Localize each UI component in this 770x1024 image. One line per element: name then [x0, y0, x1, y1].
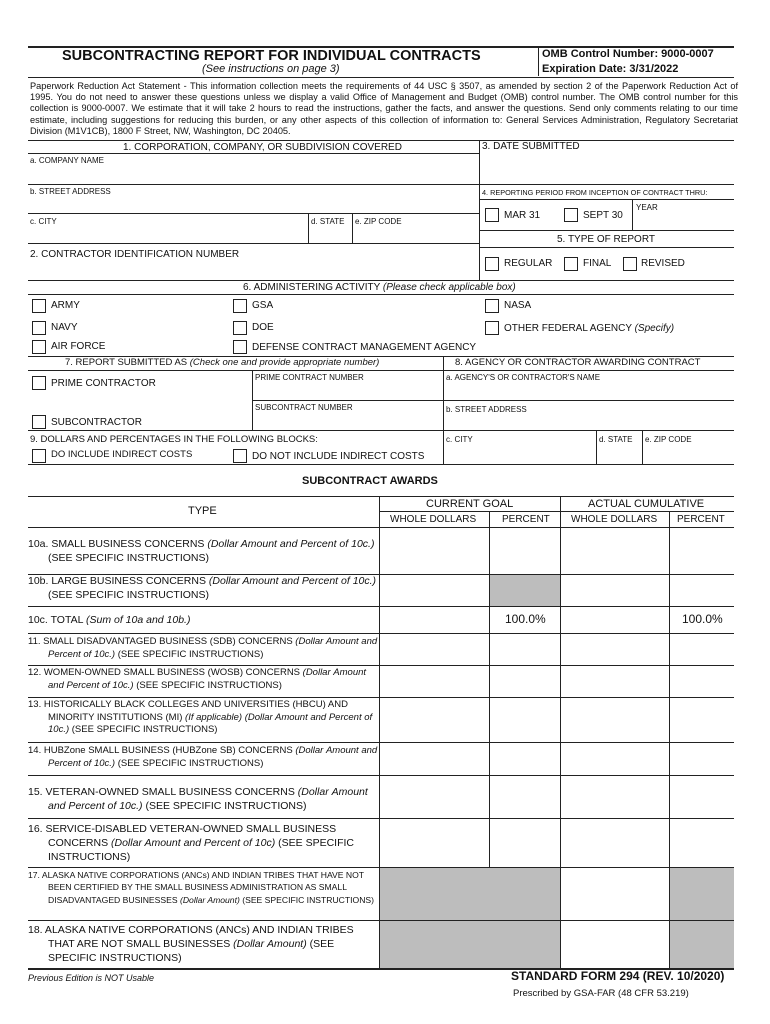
- prescribed-by: Prescribed by GSA-FAR (48 CFR 53.219): [513, 988, 689, 999]
- section8-heading: 8. AGENCY OR CONTRACTOR AWARDING CONTRACT: [455, 357, 701, 368]
- rule: [28, 294, 734, 295]
- section1-heading: 1. CORPORATION, COMPANY, OR SUBDIVISION COVERED: [123, 142, 402, 153]
- navy-checkbox[interactable]: [32, 321, 46, 335]
- prime-contract-number-field[interactable]: [255, 384, 439, 398]
- row-10a-label: 10a. SMALL BUSINESS CONCERNS (Dollar Amount and Percent of 10c.) (SEE SPECIFIC INSTRUCTIONS): [28, 538, 375, 564]
- street-address-label: b. STREET ADDRESS: [30, 187, 111, 196]
- agency-street-field[interactable]: [446, 415, 730, 429]
- agency-name-label: a. AGENCY'S OR CONTRACTOR'S NAME: [446, 373, 601, 382]
- airforce-checkbox[interactable]: [32, 340, 46, 354]
- agency-zip-label: e. ZIP CODE: [645, 435, 692, 444]
- rule: [479, 230, 734, 231]
- rule: [28, 280, 734, 281]
- rule: [28, 243, 479, 244]
- shaded-cell: [670, 921, 734, 968]
- row-15-label: 15. VETERAN-OWNED SMALL BUSINESS CONCERNS (Dollar Amount and Percent of 10c.) (SEE SPECIFIC INSTRUCTIONS): [28, 786, 368, 812]
- include-indirect-checkbox[interactable]: [32, 449, 46, 463]
- prime-contractor-label: PRIME CONTRACTOR: [51, 378, 156, 389]
- rule: [28, 153, 479, 154]
- navy-label: NAVY: [51, 322, 78, 333]
- rule: [28, 184, 734, 185]
- current-goal-header: CURRENT GOAL: [426, 498, 514, 510]
- row-10b-label: 10b. LARGE BUSINESS CONCERNS (Dollar Amount and Percent of 10c.) (SEE SPECIFIC INSTRUCTIONS): [28, 575, 377, 601]
- section2-label: 2. CONTRACTOR IDENTIFICATION NUMBER: [30, 249, 240, 260]
- mar31-label: MAR 31: [504, 210, 541, 221]
- form-title: SUBCONTRACTING REPORT FOR INDIVIDUAL CONTRACTS: [62, 48, 481, 64]
- shaded-cell: [380, 921, 560, 968]
- shaded-cell: [490, 575, 560, 606]
- type-header: TYPE: [188, 505, 217, 517]
- rule: [479, 199, 734, 200]
- omb-control-number: OMB Control Number: 9000-0007: [542, 48, 714, 60]
- regular-checkbox[interactable]: [485, 257, 499, 271]
- total-goal-percent: 100.0%: [505, 612, 546, 626]
- gsa-checkbox[interactable]: [233, 299, 247, 313]
- col-divider: [479, 140, 480, 280]
- dcma-label: DEFENSE CONTRACT MANAGEMENT AGENCY: [252, 342, 477, 353]
- row-17-label: 17. ALASKA NATIVE CORPORATIONS (ANCs) AND INDIAN TRIBES THAT HAVE NOT BEEN CERTIFIED BY THE SMALL BUSINESS ADMINISTRATION AS SMALL DISADVANTAGED BUSINESSES (Dollar Amount) (SEE SPECIFIC INSTRUCTIONS): [28, 870, 374, 905]
- rule: [28, 775, 734, 776]
- rule: [28, 633, 734, 634]
- rule: [28, 867, 734, 868]
- rule: [28, 496, 734, 497]
- subcontract-number-field[interactable]: [255, 414, 439, 428]
- final-checkbox[interactable]: [564, 257, 578, 271]
- contractor-id-field[interactable]: [30, 262, 475, 278]
- rule: [479, 247, 734, 248]
- agency-zip-field[interactable]: [645, 446, 731, 460]
- state-field[interactable]: [311, 227, 349, 241]
- rule: [28, 665, 734, 666]
- gsa-label: GSA: [252, 300, 274, 311]
- total-actual-percent: 100.0%: [682, 612, 723, 626]
- year-label: YEAR: [636, 203, 658, 212]
- rule: [28, 742, 734, 743]
- form-subtitle: (See instructions on page 3): [202, 63, 340, 75]
- zip-label: e. ZIP CODE: [355, 217, 402, 226]
- awards-title: SUBCONTRACT AWARDS: [302, 475, 438, 487]
- doe-checkbox[interactable]: [233, 321, 247, 335]
- other-agency-label: OTHER FEDERAL AGENCY (Specify): [504, 323, 675, 334]
- rule: [28, 140, 734, 141]
- section3-label: 3. DATE SUBMITTED: [482, 141, 580, 152]
- col-divider: [560, 496, 561, 968]
- prime-contract-number-label: PRIME CONTRACT NUMBER: [255, 373, 364, 382]
- dcma-checkbox[interactable]: [233, 340, 247, 354]
- goal-percent-header: PERCENT: [502, 514, 550, 525]
- revised-checkbox[interactable]: [623, 257, 637, 271]
- rule: [379, 511, 734, 512]
- street-address-field[interactable]: [30, 197, 475, 211]
- rule: [28, 606, 734, 607]
- exclude-indirect-checkbox[interactable]: [233, 449, 247, 463]
- expiration-date: Expiration Date: 3/31/2022: [542, 63, 679, 75]
- col-divider: [443, 356, 444, 464]
- other-agency-checkbox[interactable]: [485, 321, 499, 335]
- row-14-label: 14. HUBZone SMALL BUSINESS (HUBZone SB) CONCERNS (Dollar Amount and Percent of 10c.) (SEE SPECIFIC INSTRUCTIONS): [28, 745, 378, 769]
- actual-percent-10a[interactable]: [671, 529, 733, 572]
- row-16-label: 16. SERVICE-DISABLED VETERAN-OWNED SMALL BUSINESS CONCERNS (Dollar Amount and Percent of 10c) (SEE SPECIFIC INSTRUCTIONS): [28, 823, 355, 863]
- col-divider: [308, 213, 309, 243]
- agency-street-label: b. STREET ADDRESS: [446, 405, 527, 414]
- section4-label: 4. REPORTING PERIOD FROM INCEPTION OF CONTRACT THRU:: [482, 188, 708, 197]
- actual-cumulative-header: ACTUAL CUMULATIVE: [588, 498, 705, 510]
- sept30-checkbox[interactable]: [564, 208, 578, 222]
- subcontractor-label: SUBCONTRACTOR: [51, 417, 142, 428]
- paperwork-reduction-statement: Paperwork Reduction Act Statement - This information collection meets the requirements of 44 USC § 3507, as amended by section 2 of the Paperwork Reduction Act of 1995. You do not need to answer these questions unless we display a valid Office of Management and Budget (OMB) control number. The OMB control number for this collection is 9000-0007. We estimate that it will take 2 hours to read the instructions, gather the facts, and answer the questions. Send only comments relating to our time estimate, including suggestions for reducing this burden, or any other aspects of this collection of information to: General Services Administration, Regulatory Secretariat Division (M1V1CB), 1800 F Street, NW, Washington, DC 20405.: [30, 81, 738, 136]
- rule: [28, 697, 734, 698]
- prime-contractor-checkbox[interactable]: [32, 376, 46, 390]
- actual-dollars-header: WHOLE DOLLARS: [571, 514, 658, 525]
- revised-label: REVISED: [641, 258, 685, 269]
- rule: [28, 920, 734, 921]
- rule: [28, 818, 734, 819]
- nasa-checkbox[interactable]: [485, 299, 499, 313]
- army-label: ARMY: [51, 300, 80, 311]
- goal-percent-10a[interactable]: [491, 529, 558, 572]
- mar31-checkbox[interactable]: [485, 208, 499, 222]
- rule: [28, 464, 734, 465]
- section5-label: 5. TYPE OF REPORT: [557, 234, 655, 245]
- shaded-cell: [670, 868, 734, 920]
- rule: [28, 213, 479, 214]
- actual-dollars-10a[interactable]: [562, 529, 667, 572]
- row-18-label: 18. ALASKA NATIVE CORPORATIONS (ANCs) AND INDIAN TRIBES THAT ARE NOT SMALL BUSINESSES (Dollar Amount) (SEE SPECIFIC INSTRUCTIONS): [28, 924, 354, 964]
- actual-percent-header: PERCENT: [677, 514, 725, 525]
- sept30-label: SEPT 30: [583, 210, 623, 221]
- nasa-label: NASA: [504, 300, 532, 311]
- form-number: STANDARD FORM 294 (REV. 10/2020): [511, 969, 725, 983]
- col-divider: [596, 430, 597, 464]
- year-field[interactable]: [636, 212, 732, 228]
- row-10c-label: 10c. TOTAL (Sum of 10a and 10b.): [28, 614, 191, 626]
- section7-heading: 7. REPORT SUBMITTED AS (Check one and provide appropriate number): [65, 357, 380, 368]
- final-label: FINAL: [583, 258, 612, 269]
- include-indirect-label: DO INCLUDE INDIRECT COSTS: [51, 449, 193, 460]
- rule: [252, 400, 734, 401]
- previous-edition-note: Previous Edition is NOT Usable: [28, 973, 155, 983]
- subcontractor-checkbox[interactable]: [32, 415, 46, 429]
- col-divider: [642, 430, 643, 464]
- exclude-indirect-label: DO NOT INCLUDE INDIRECT COSTS: [252, 451, 425, 462]
- agency-state-field[interactable]: [599, 446, 639, 460]
- header-bottom-rule: [28, 77, 734, 78]
- goal-dollars-header: WHOLE DOLLARS: [390, 514, 477, 525]
- row-13-label: 13. HISTORICALLY BLACK COLLEGES AND UNIVERSITIES (HBCU) AND MINORITY INSTITUTIONS (MI) (If applicable) (Dollar Amount and Percent of 10c.) (SEE SPECIFIC INSTRUCTIONS): [28, 699, 373, 735]
- row-12-label: 12. WOMEN-OWNED SMALL BUSINESS (WOSB) CONCERNS (Dollar Amount and Percent of 10c.) (SEE SPECIFIC INSTRUCTIONS): [28, 667, 367, 691]
- zip-field[interactable]: [355, 227, 475, 241]
- rule: [28, 430, 734, 431]
- header-divider: [538, 46, 539, 76]
- agency-state-label: d. STATE: [599, 435, 633, 444]
- row-11-label: 11. SMALL DISADVANTAGED BUSINESS (SDB) CONCERNS (Dollar Amount and Percent of 10c.) (SEE SPECIFIC INSTRUCTIONS): [28, 636, 378, 660]
- section6-heading: 6. ADMINISTERING ACTIVITY (Please check applicable box): [243, 282, 516, 293]
- shaded-cell: [380, 868, 560, 920]
- col-divider: [632, 199, 633, 230]
- date-submitted-field[interactable]: [482, 154, 732, 182]
- rule: [28, 527, 734, 528]
- doe-label: DOE: [252, 322, 274, 333]
- company-name-field[interactable]: [30, 166, 475, 184]
- city-label: c. CITY: [30, 217, 57, 226]
- goal-dollars-10a[interactable]: [381, 529, 487, 572]
- agency-city-field[interactable]: [446, 446, 592, 460]
- army-checkbox[interactable]: [32, 299, 46, 313]
- rule: [28, 370, 734, 371]
- regular-label: REGULAR: [504, 258, 553, 269]
- airforce-label: AIR FORCE: [51, 341, 106, 352]
- city-field[interactable]: [30, 227, 305, 241]
- agency-name-field[interactable]: [446, 384, 730, 398]
- state-label: d. STATE: [311, 217, 345, 226]
- company-name-label: a. COMPANY NAME: [30, 156, 104, 165]
- agency-city-label: c. CITY: [446, 435, 473, 444]
- subcontract-number-label: SUBCONTRACT NUMBER: [255, 403, 353, 412]
- section9-label: 9. DOLLARS AND PERCENTAGES IN THE FOLLOWING BLOCKS:: [30, 434, 318, 445]
- col-divider: [352, 213, 353, 243]
